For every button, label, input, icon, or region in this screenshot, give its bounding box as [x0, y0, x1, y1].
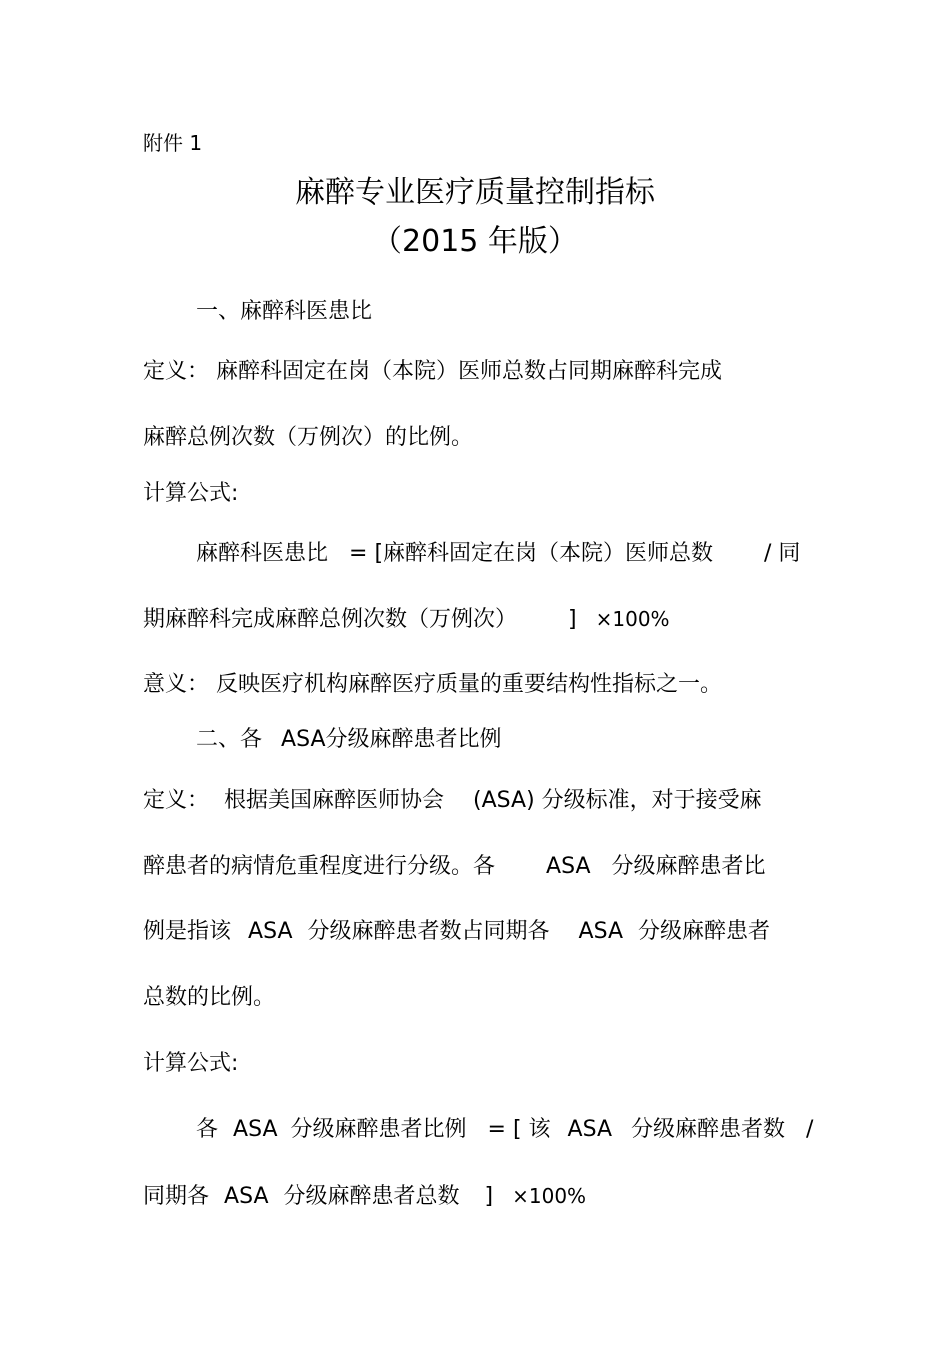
definition-asa: ASA	[546, 854, 591, 879]
section2-definition-line1	[143, 786, 762, 816]
formula-term: 麻醉科医患比	[196, 541, 329, 566]
section2-formula-line2	[143, 1181, 586, 1212]
definition-text: 分级麻醉患者比	[611, 854, 766, 879]
definition-label: 定义：	[143, 788, 210, 813]
section1-formula-line2	[143, 604, 670, 635]
formula-expression: 期麻醉科完成麻醉总例次数（万例次）	[143, 607, 518, 632]
formula-term: 分级麻醉患者比例	[290, 1117, 467, 1142]
section2-formula-label: 计算公式:	[143, 1051, 239, 1076]
formula-divider: /	[806, 1117, 814, 1142]
section2-heading	[196, 725, 502, 755]
formula-text: 分级麻醉患者数	[631, 1117, 786, 1142]
attachment-label: 附件 1	[143, 131, 203, 155]
section1-meaning: 意义： 反映医疗机构麻醉医疗质量的重要结构性指标之一。	[143, 672, 722, 697]
formula-asa: ASA	[233, 1117, 278, 1142]
definition-text: 醉患者的病情危重程度进行分级。各	[143, 854, 496, 879]
definition-text: 分级麻醉患者	[638, 919, 771, 944]
section1-formula-label: 计算公式:	[143, 481, 239, 506]
formula-text: 分级麻醉患者总数	[283, 1184, 460, 1209]
section2-definition-line2	[143, 852, 766, 882]
formula-prefix: 各	[196, 1117, 219, 1142]
section2-definition-line3	[143, 917, 770, 947]
page-title: 麻醉专业医疗质量控制指标	[295, 175, 655, 210]
formula-multiplier: ×100%	[595, 607, 670, 631]
page-subtitle: （2015 年版）	[372, 224, 578, 259]
section1-definition-line2: 麻醉总例次数（万例次）的比例。	[143, 425, 474, 450]
section1-formula-line1	[196, 539, 800, 569]
section2-formula-line1	[196, 1115, 813, 1145]
formula-asa: ASA	[224, 1184, 269, 1209]
formula-expression: = [ 该	[487, 1117, 551, 1142]
definition-asa: ASA	[578, 919, 623, 944]
formula-asa: ASA	[567, 1117, 613, 1142]
formula-bracket: ]	[568, 607, 577, 632]
formula-text: 同期各	[143, 1184, 210, 1209]
heading-prefix: 二、各	[196, 727, 263, 752]
formula-multiplier: ×100%	[512, 1184, 587, 1208]
definition-text: 根据美国麻醉医师协会	[224, 788, 445, 813]
section2-definition-line4: 总数的比例。	[143, 985, 276, 1010]
definition-text: 分级麻醉患者数占同期各	[307, 919, 550, 944]
formula-expression: = [麻醉科固定在岗（本院）医师总数	[349, 541, 714, 566]
section1-heading: 一、麻醉科医患比	[196, 299, 373, 324]
definition-asa: ASA	[248, 919, 293, 944]
definition-text: 例是指该	[143, 919, 232, 944]
heading-text: ASA分级麻醉患者比例	[281, 727, 502, 752]
formula-divider: / 同	[764, 541, 801, 566]
definition-text: (ASA) 分级标准，对于接受麻	[473, 788, 762, 813]
section1-definition-line1: 定义： 麻醉科固定在岗（本院）医师总数占同期麻醉科完成	[143, 359, 722, 384]
formula-bracket: ]	[484, 1184, 494, 1209]
